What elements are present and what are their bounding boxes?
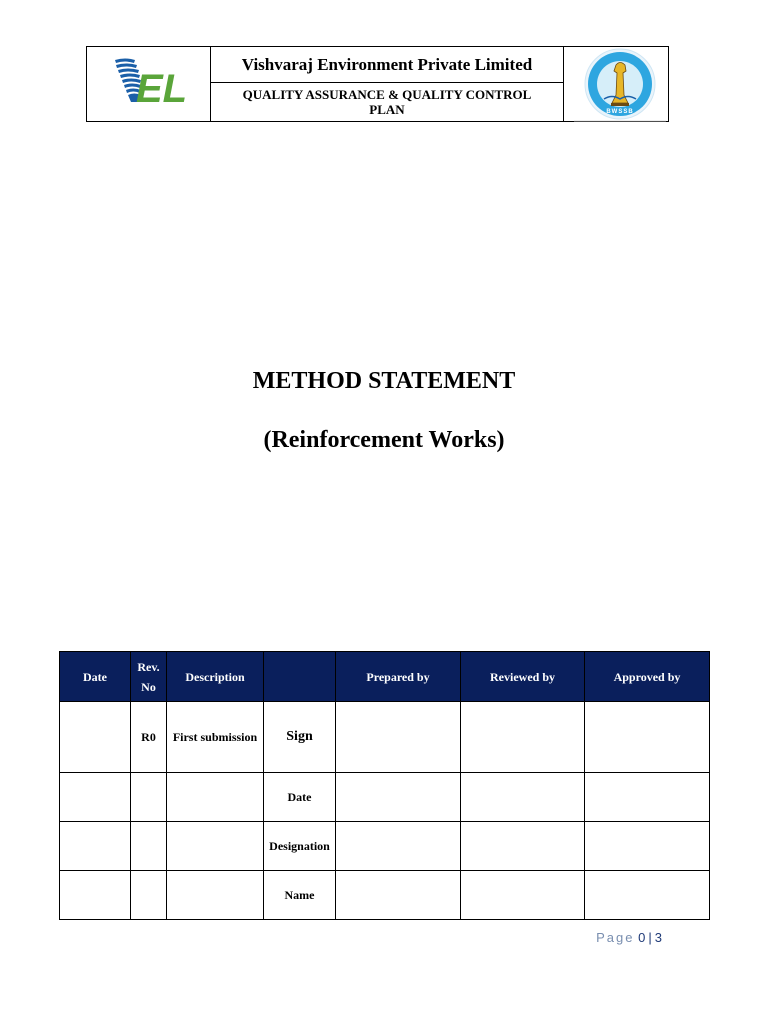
header-description: Description bbox=[167, 652, 264, 702]
cell-label-date: Date bbox=[264, 773, 336, 822]
company-logo-cell bbox=[87, 47, 211, 121]
page-word: Page bbox=[596, 930, 635, 945]
document-header bbox=[86, 46, 669, 122]
cell-description: First submission bbox=[167, 702, 264, 773]
cell-description bbox=[167, 871, 264, 920]
cell-prepared bbox=[336, 773, 461, 822]
table-row bbox=[60, 773, 710, 822]
cell-prepared bbox=[336, 871, 461, 920]
table-row bbox=[60, 702, 710, 773]
header-reviewed-by: Reviewed by bbox=[461, 652, 585, 702]
cell-reviewed bbox=[461, 822, 585, 871]
cell-description bbox=[167, 773, 264, 822]
cell-label-sign: Sign bbox=[264, 702, 336, 773]
bwssb-seal-icon bbox=[564, 47, 669, 123]
cell-approved bbox=[585, 871, 710, 920]
header-rev-line2: No bbox=[141, 679, 156, 694]
header-prepared-by: Prepared by bbox=[336, 652, 461, 702]
document-subtitle: (Reinforcement Works) bbox=[263, 427, 505, 453]
cell-prepared bbox=[336, 702, 461, 773]
table-header-row bbox=[60, 652, 710, 702]
header-approved-by: Approved by bbox=[585, 652, 710, 702]
cell-reviewed bbox=[461, 773, 585, 822]
cell-approved bbox=[585, 822, 710, 871]
header-titles bbox=[211, 47, 563, 121]
vel-logo bbox=[87, 47, 211, 123]
cell-rev bbox=[131, 822, 167, 871]
page-number: 0 bbox=[638, 930, 646, 945]
table-row bbox=[60, 871, 710, 920]
cell-label-name: Name bbox=[264, 871, 336, 920]
cell-label-designation: Designation bbox=[264, 822, 336, 871]
seal-lettering: BWSSB bbox=[606, 109, 634, 115]
cell-rev bbox=[131, 871, 167, 920]
cell-date bbox=[60, 773, 131, 822]
document-title: METHOD STATEMENT bbox=[252, 368, 516, 394]
cell-date bbox=[60, 702, 131, 773]
plan-title: QUALITY ASSURANCE & QUALITY CONTROL PLAN bbox=[242, 87, 532, 117]
page-footer bbox=[596, 930, 662, 945]
cell-approved bbox=[585, 773, 710, 822]
table-row bbox=[60, 822, 710, 871]
header-blank bbox=[264, 652, 336, 702]
cell-rev: R0 bbox=[131, 702, 167, 773]
cell-approved bbox=[585, 702, 710, 773]
cell-rev bbox=[131, 773, 167, 822]
logo-lettering: EL bbox=[136, 67, 188, 111]
cell-date bbox=[60, 871, 131, 920]
cell-prepared bbox=[336, 822, 461, 871]
cell-description bbox=[167, 822, 264, 871]
header-rev-no bbox=[131, 652, 167, 702]
cell-date bbox=[60, 822, 131, 871]
header-rev-line1: Rev. bbox=[137, 659, 160, 674]
cell-reviewed bbox=[461, 871, 585, 920]
header-date: Date bbox=[60, 652, 131, 702]
page-separator: | bbox=[648, 930, 652, 945]
cell-reviewed bbox=[461, 702, 585, 773]
client-seal-cell bbox=[563, 47, 668, 121]
page-total: 3 bbox=[654, 930, 662, 945]
company-name: Vishvaraj Environment Private Limited bbox=[211, 47, 563, 83]
revision-table bbox=[59, 651, 710, 920]
